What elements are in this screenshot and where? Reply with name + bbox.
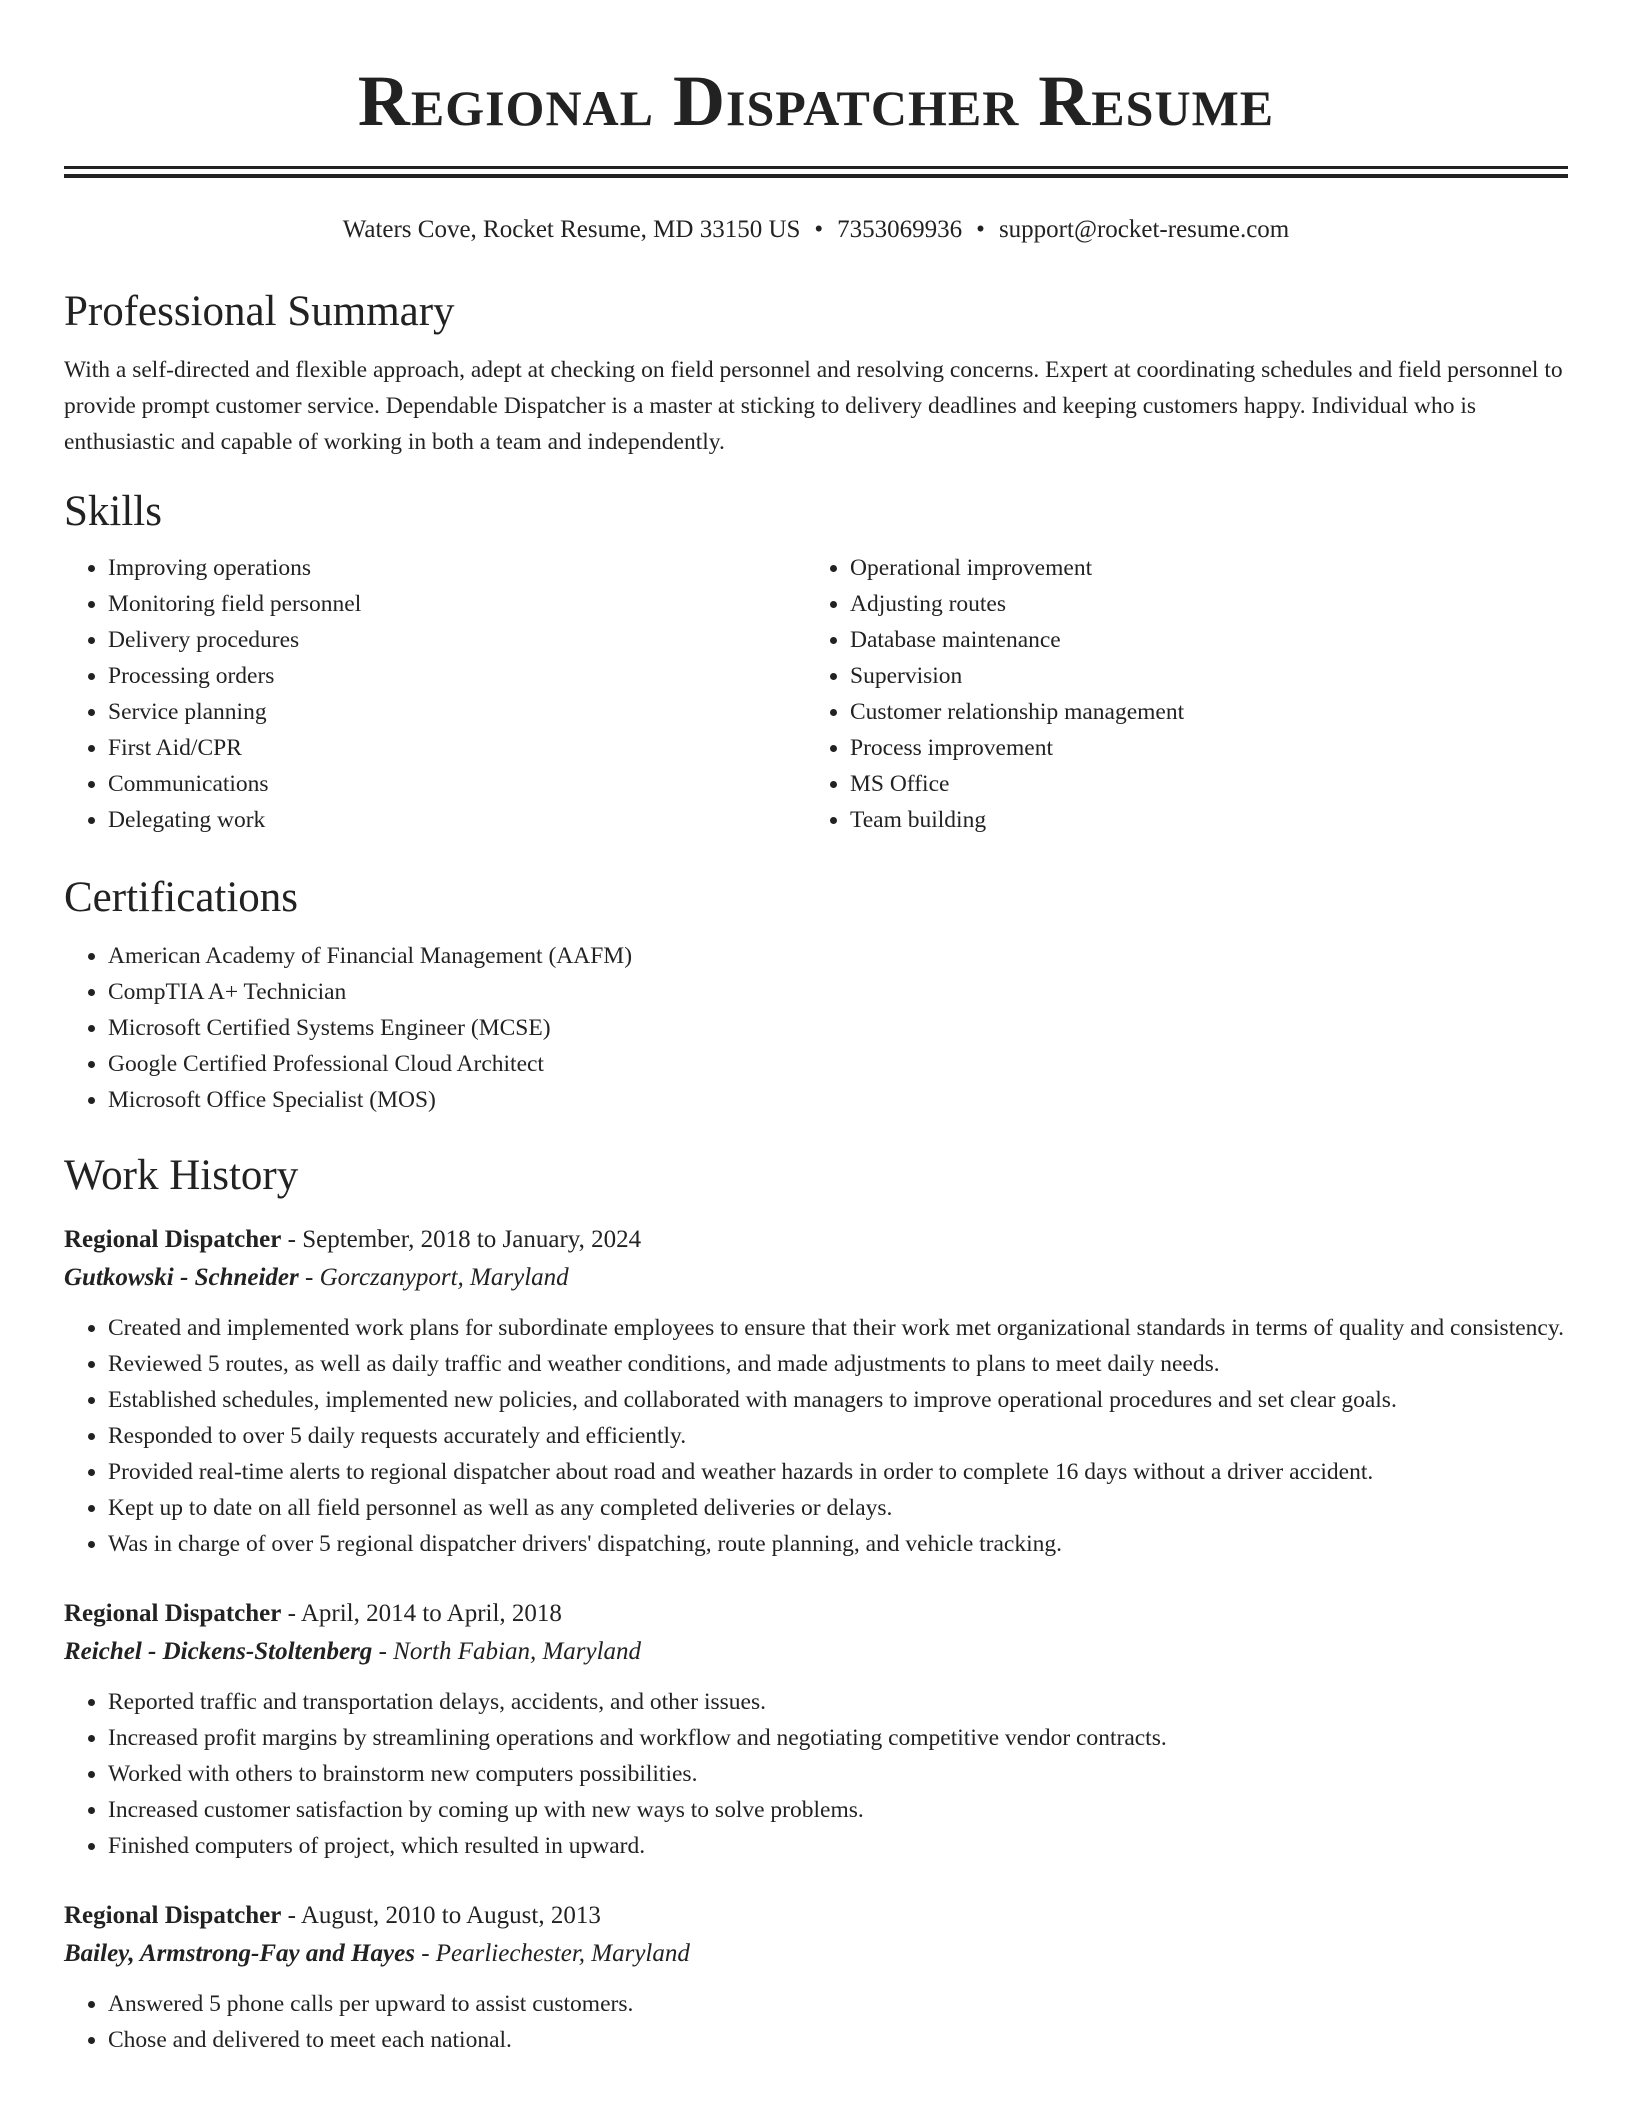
- job-employer-line: Gutkowski - Schneider - Gorczanyport, Maryland: [64, 1264, 569, 1291]
- job-entry: [64, 1596, 1568, 1864]
- skill-item: • Monitoring field personnel: [108, 586, 806, 622]
- job-location: Pearliechester, Maryland: [435, 1940, 690, 1967]
- skill-item: • Delegating work: [108, 802, 806, 838]
- contact-separator: •: [814, 216, 824, 243]
- skill-item: • Processing orders: [108, 658, 806, 694]
- job-bullet-list: [64, 1684, 1568, 1864]
- skills-list-left: [64, 550, 806, 838]
- certification-item: • Google Certified Professional Cloud Architect: [108, 1046, 1568, 1082]
- skills-list-right: [806, 550, 1548, 838]
- job-company: Reichel - Dickens-Stoltenberg: [64, 1638, 373, 1665]
- skill-item: • Supervision: [850, 658, 1548, 694]
- job-company: Bailey, Armstrong-Fay and Hayes: [64, 1940, 415, 1967]
- job-bullet: • Increased customer satisfaction by coming up with new ways to solve problems.: [108, 1792, 1568, 1828]
- job-dates: August, 2010 to August, 2013: [300, 1902, 601, 1929]
- job-title-line: Regional Dispatcher - August, 2010 to August, 2013: [64, 1902, 601, 1929]
- skill-item: • Improving operations: [108, 550, 806, 586]
- job-bullet: • Established schedules, implemented new policies, and collaborated with managers to improve operational procedures and set clear goals.: [108, 1382, 1568, 1418]
- certifications-list: [64, 938, 1568, 1118]
- job-role: Regional Dispatcher: [64, 1226, 282, 1253]
- job-title-line: Regional Dispatcher - September, 2018 to January, 2024: [64, 1226, 642, 1253]
- job-bullet: • Increased profit margins by streamlining operations and workflow and negotiating competitive vendor contracts.: [108, 1720, 1568, 1756]
- job-dates: April, 2014 to April, 2018: [300, 1600, 562, 1627]
- job-bullet: • Finished computers of project, which resulted in upward.: [108, 1828, 1568, 1864]
- contact-address: Waters Cove, Rocket Resume, MD 33150 US: [342, 216, 801, 243]
- certification-item: • Microsoft Certified Systems Engineer (MCSE): [108, 1010, 1568, 1046]
- certification-item: • CompTIA A+ Technician: [108, 974, 1568, 1010]
- skill-item: • Process improvement: [850, 730, 1548, 766]
- job-title-line: Regional Dispatcher - April, 2014 to April, 2018: [64, 1600, 562, 1627]
- certifications-heading: Certifications: [64, 874, 299, 921]
- job-employer-line: Bailey, Armstrong-Fay and Hayes - Pearliechester, Maryland: [64, 1940, 690, 1967]
- skill-item: • Service planning: [108, 694, 806, 730]
- skill-item: • Delivery procedures: [108, 622, 806, 658]
- skill-item: • Team building: [850, 802, 1548, 838]
- contact-separator: •: [976, 216, 985, 243]
- skill-item: • Operational improvement: [850, 550, 1548, 586]
- contact-email: support@rocket-resume.com: [998, 216, 1290, 243]
- skill-item: • First Aid/CPR: [108, 730, 806, 766]
- contact-info: [64, 214, 1568, 246]
- job-entry: [64, 1222, 1568, 1562]
- job-role: Regional Dispatcher: [64, 1902, 282, 1929]
- certification-item: • American Academy of Financial Management (AAFM): [108, 938, 1568, 974]
- job-role: Regional Dispatcher: [64, 1600, 282, 1627]
- job-entry: [64, 1898, 1568, 2058]
- skill-item: • Database maintenance: [850, 622, 1548, 658]
- title-divider-top: [64, 166, 1568, 169]
- skills-columns: [64, 550, 1568, 838]
- skill-item: • Communications: [108, 766, 806, 802]
- job-bullet: • Created and implemented work plans for subordinate employees to ensure that their work met organizational standards in terms of quality and consistency.: [108, 1310, 1568, 1346]
- job-company: Gutkowski - Schneider: [64, 1264, 299, 1291]
- skills-column-left: [64, 550, 806, 838]
- skill-item: • Customer relationship management: [850, 694, 1548, 730]
- skills-column-right: [806, 550, 1548, 838]
- job-location: Gorczanyport, Maryland: [319, 1264, 569, 1291]
- contact-phone: 7353069936: [837, 216, 963, 243]
- job-bullet: • Was in charge of over 5 regional dispatcher drivers' dispatching, route planning, and vehicle tracking.: [108, 1526, 1568, 1562]
- skill-item: • Adjusting routes: [850, 586, 1548, 622]
- title-divider-bottom: [64, 174, 1568, 178]
- job-dates: September, 2018 to January, 2024: [302, 1226, 642, 1253]
- resume-page: [64, 0, 1568, 2058]
- job-bullet: • Chose and delivered to meet each national.: [108, 2022, 1568, 2058]
- page-title: Regional Dispatcher Resume: [357, 61, 1275, 141]
- summary-heading: Professional Summary: [64, 288, 455, 335]
- job-bullet: • Answered 5 phone calls per upward to assist customers.: [108, 1986, 1568, 2022]
- job-location: North Fabian, Maryland: [393, 1638, 642, 1665]
- job-bullet: • Responded to over 5 daily requests accurately and efficiently.: [108, 1418, 1568, 1454]
- job-bullet-list: [64, 1310, 1568, 1562]
- work-history-heading: Work History: [64, 1152, 299, 1199]
- job-bullet: • Kept up to date on all field personnel as well as any completed deliveries or delays.: [108, 1490, 1568, 1526]
- job-bullet: • Provided real-time alerts to regional dispatcher about road and weather hazards in order to complete 16 days without a driver accident.: [108, 1454, 1568, 1490]
- job-bullet: • Reported traffic and transportation delays, accidents, and other issues.: [108, 1684, 1568, 1720]
- certification-item: • Microsoft Office Specialist (MOS): [108, 1082, 1568, 1118]
- job-employer-line: Reichel - Dickens-Stoltenberg - North Fabian, Maryland: [64, 1638, 642, 1665]
- job-bullet: • Worked with others to brainstorm new computers possibilities.: [108, 1756, 1568, 1792]
- summary-text: With a self-directed and flexible approach, adept at checking on field personnel and resolving concerns. Expert at coordinating schedules and field personnel to provide prompt customer service. Dependable Dispatcher is a master at sticking to delivery deadlines and keeping customers happy. Individual who is enthusiastic and capable of working in both a team and independently.: [64, 357, 1563, 455]
- job-bullet: • Reviewed 5 routes, as well as daily traffic and weather conditions, and made adjustments to plans to meet daily needs.: [108, 1346, 1568, 1382]
- skill-item: • MS Office: [850, 766, 1548, 802]
- skills-heading: Skills: [64, 488, 162, 535]
- job-bullet-list: [64, 1986, 1568, 2058]
